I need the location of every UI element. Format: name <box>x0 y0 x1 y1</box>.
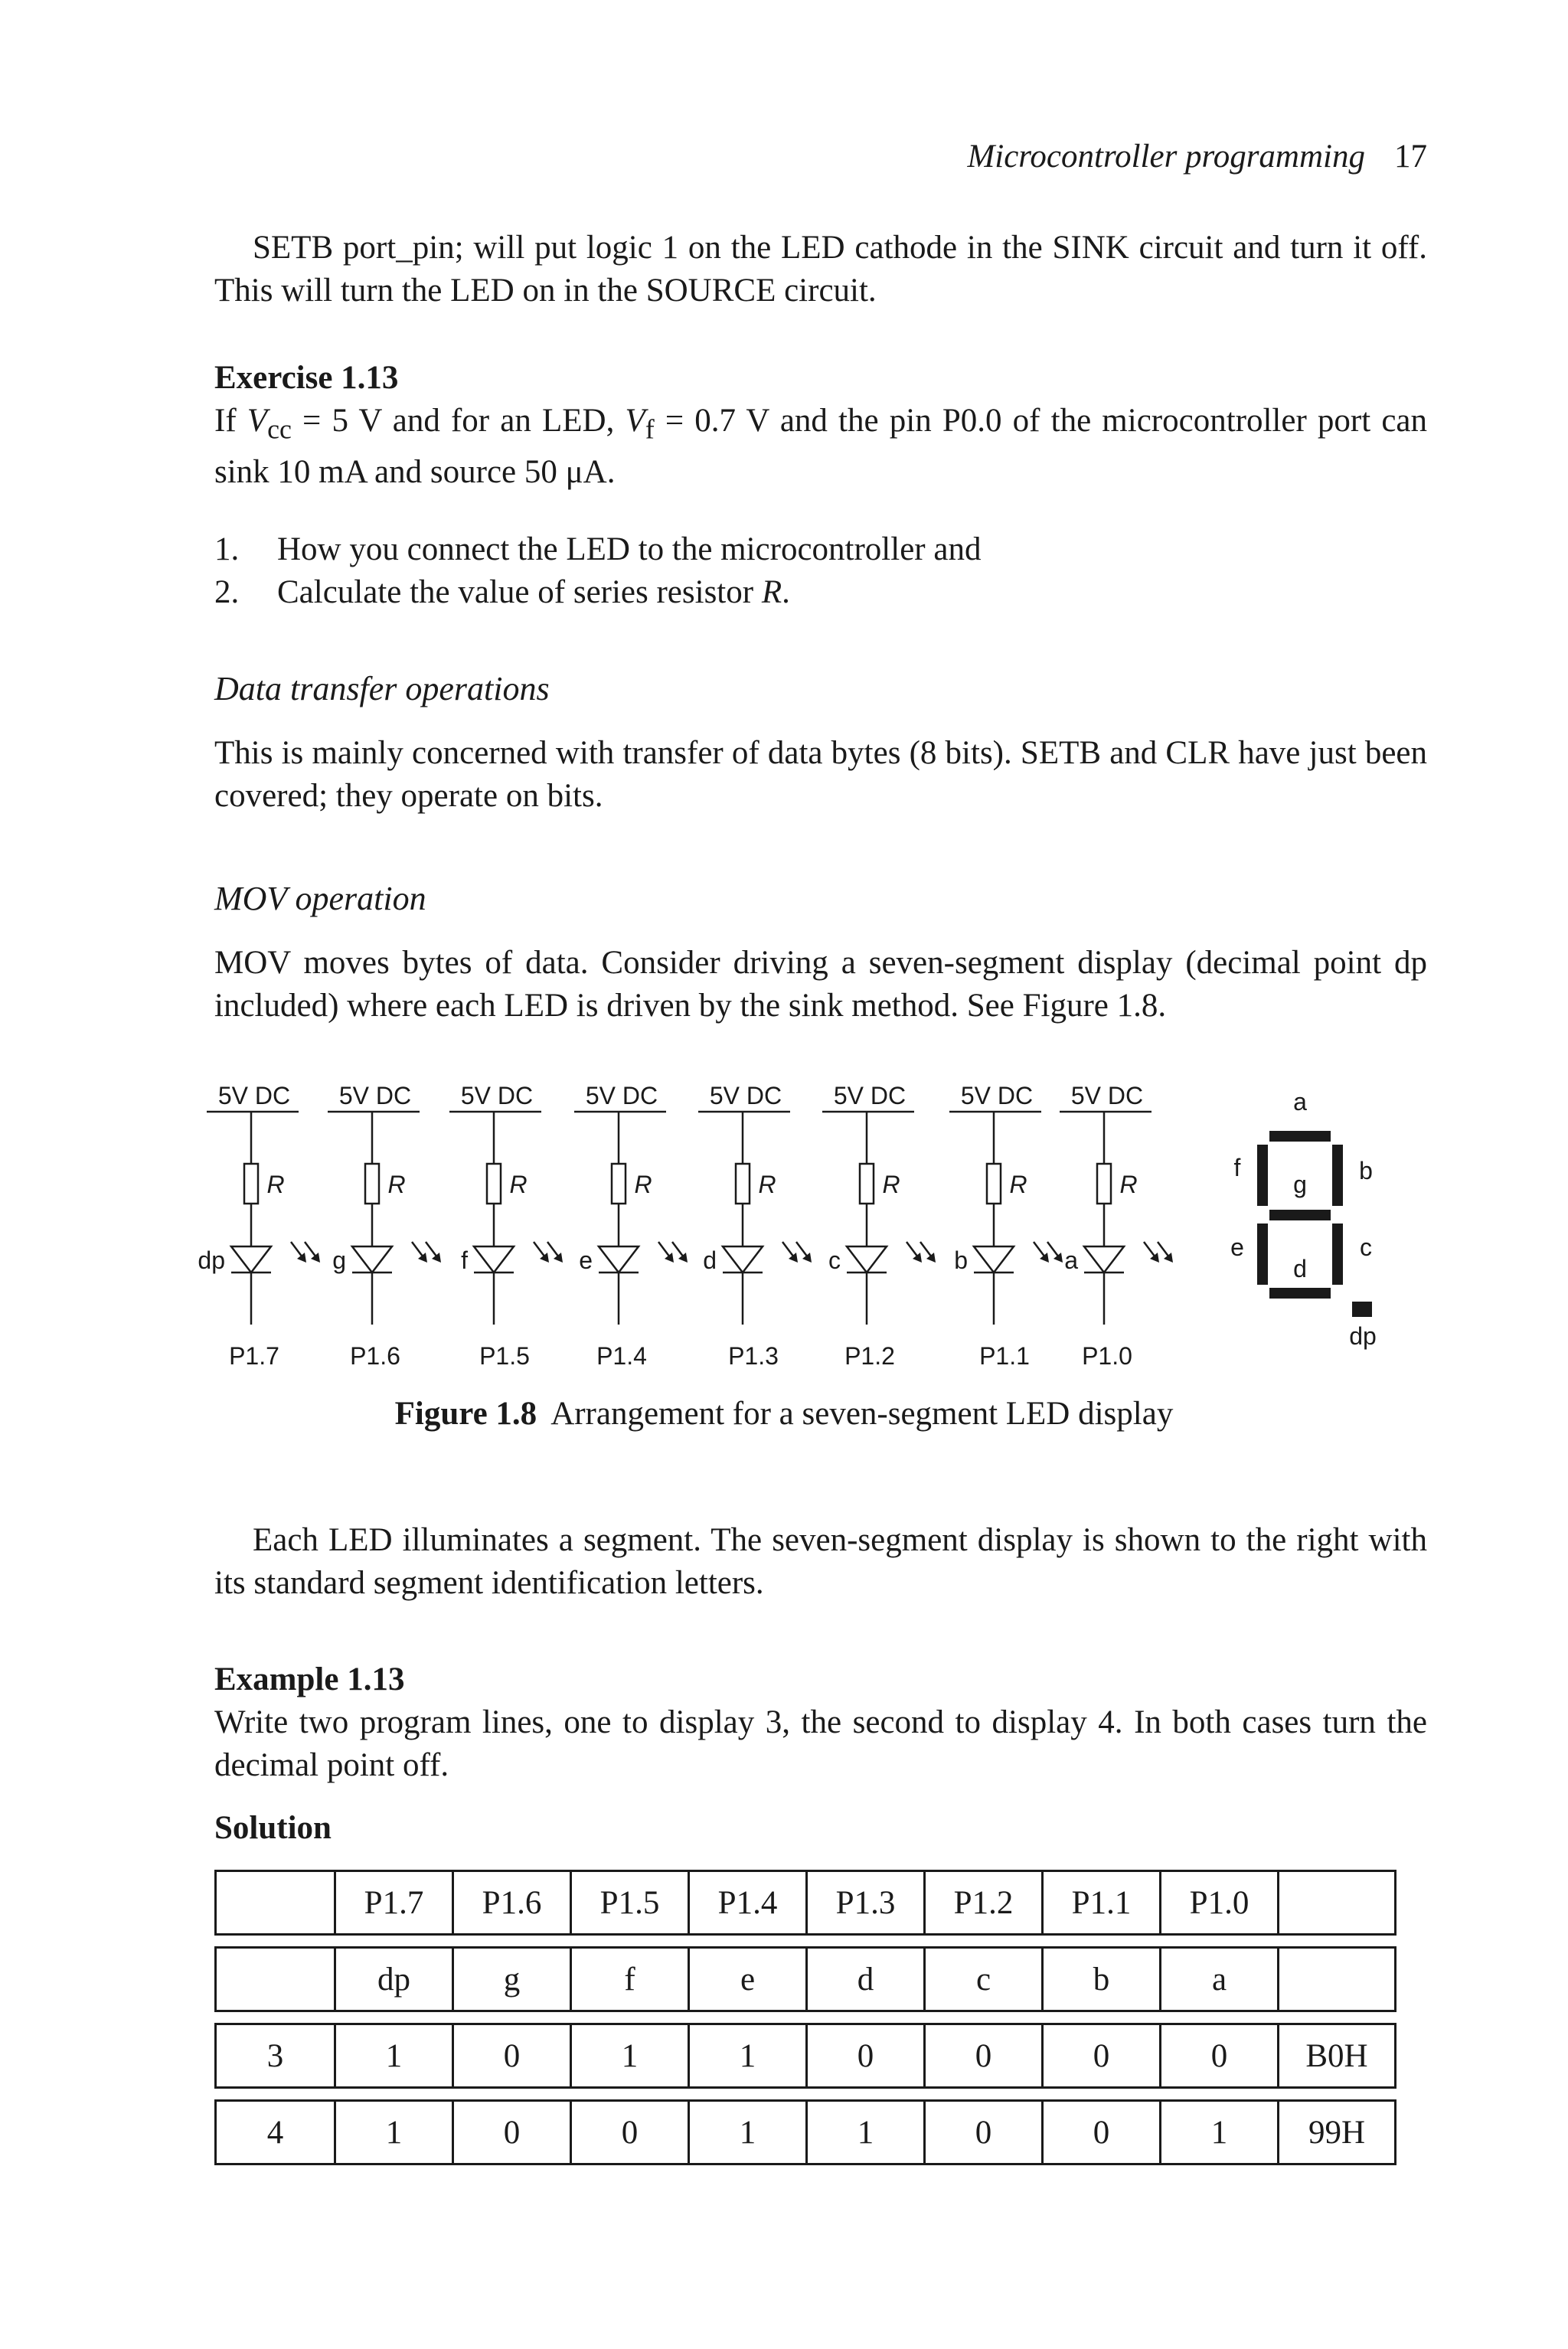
table-cell: 0 <box>1044 2023 1161 2089</box>
resistor-label: R <box>882 1171 900 1198</box>
seven-segment-display <box>1230 1088 1377 1350</box>
light-arrowhead <box>665 1253 674 1263</box>
table-cell: P1.1 <box>1044 1870 1161 1936</box>
table-row <box>214 2023 1396 2089</box>
supply-label: 5V DC <box>960 1082 1034 1109</box>
segment-f <box>1257 1145 1268 1206</box>
paragraph-mov: MOV moves bytes of data. Consider driving a seven-segment display (decimal point dp included) where each LED is driven by the sink method. See Figure 1.8. <box>214 945 1427 1024</box>
led-diode <box>974 1246 1014 1273</box>
table-cell: P1.2 <box>926 1870 1044 1936</box>
led-diode <box>723 1246 763 1273</box>
supply-label: 5V DC <box>585 1082 658 1109</box>
exercise-title: Exercise 1.13 <box>214 360 399 396</box>
example-title: Example 1.13 <box>214 1661 405 1697</box>
display-label-dp: dp <box>1349 1322 1377 1350</box>
list-item: 1. How you connect the LED to the microcontroller and <box>214 531 982 567</box>
light-arrowhead <box>1164 1253 1173 1263</box>
solution-title: Solution <box>214 1810 332 1846</box>
example-text: Write two program lines, one to display 3, the second to display 4. In both cases turn the decimal point off. <box>214 1704 1427 1783</box>
seven-segment-figure <box>198 1072 1432 1378</box>
table-cell: P1.7 <box>336 1870 454 1936</box>
table-cell: 0 <box>926 2023 1044 2089</box>
display-label-c: c <box>1360 1233 1372 1261</box>
table-cell: b <box>1044 1946 1161 2012</box>
led-diode <box>231 1246 271 1273</box>
table-cell: e <box>690 1946 808 2012</box>
pin-label: P1.1 <box>979 1342 1030 1370</box>
running-head <box>967 138 1427 175</box>
paragraph-data-transfer: This is mainly concerned with transfer of data bytes (8 bits). SETB and CLR have just been covered; they operate on bits. <box>214 735 1427 814</box>
table-cell: 4 <box>214 2099 336 2165</box>
pin-label: P1.0 <box>1082 1342 1132 1370</box>
list-item: 2. Calculate the value of series resistor R. <box>214 574 790 610</box>
display-label-g: g <box>1293 1171 1307 1198</box>
section-heading-data-transfer: Data transfer operations <box>214 670 550 707</box>
resistor <box>860 1164 874 1204</box>
display-label-d: d <box>1293 1255 1307 1282</box>
led-diode <box>599 1246 639 1273</box>
table-cell <box>1279 1946 1396 2012</box>
table-cell: 1 <box>336 2023 454 2089</box>
segment-label: f <box>461 1246 468 1274</box>
pin-label: P1.4 <box>596 1342 647 1370</box>
supply-label: 5V DC <box>460 1082 534 1109</box>
solution-table <box>214 1859 1396 2176</box>
display-label-f: f <box>1233 1154 1241 1181</box>
table-cell: 1 <box>336 2099 454 2165</box>
table-row <box>214 2099 1396 2165</box>
pin-label: P1.2 <box>844 1342 895 1370</box>
table-cell <box>214 1946 336 2012</box>
light-arrowhead <box>418 1253 427 1263</box>
light-arrowhead <box>678 1253 688 1263</box>
light-arrowhead <box>802 1253 812 1263</box>
table-cell <box>214 1870 336 1936</box>
display-label-b: b <box>1359 1157 1373 1184</box>
table-cell: f <box>572 1946 690 2012</box>
supply-label: 5V DC <box>833 1082 906 1109</box>
light-arrowhead <box>297 1253 306 1263</box>
segment-d <box>1269 1288 1331 1299</box>
light-arrowhead <box>432 1253 441 1263</box>
pin-label: P1.5 <box>479 1342 530 1370</box>
segment-a <box>1269 1131 1331 1142</box>
resistor <box>487 1164 501 1204</box>
resistor <box>987 1164 1001 1204</box>
light-arrowhead <box>789 1253 798 1263</box>
segment-g <box>1269 1210 1331 1220</box>
paragraph-setb: SETB port_pin; will put logic 1 on the LED cathode in the SINK circuit and turn it off. This will turn the LED on in the SOURCE circuit. <box>214 230 1427 309</box>
table-cell: 1 <box>1161 2099 1279 2165</box>
led-diode <box>474 1246 514 1273</box>
table-cell: c <box>926 1946 1044 2012</box>
paragraph-each-led: Each LED illuminates a segment. The seven-segment display is shown to the right with its standard segment identification letters. <box>214 1522 1427 1601</box>
light-arrowhead <box>311 1253 320 1263</box>
figure-caption-label: Figure 1.8 <box>394 1396 537 1432</box>
table-cell: 1 <box>690 2023 808 2089</box>
segment-label: g <box>332 1246 346 1274</box>
table-cell: P1.4 <box>690 1870 808 1936</box>
table-cell: 0 <box>808 2023 926 2089</box>
table-cell: P1.5 <box>572 1870 690 1936</box>
resistor-label: R <box>1119 1171 1138 1198</box>
light-arrowhead <box>1040 1253 1049 1263</box>
resistor-label: R <box>509 1171 528 1198</box>
section-heading-mov: MOV operation <box>214 880 426 917</box>
figure-caption <box>0 1395 1568 1433</box>
table-cell: P1.0 <box>1161 1870 1279 1936</box>
segment-label: dp <box>198 1246 225 1274</box>
light-arrowhead <box>540 1253 549 1263</box>
supply-label: 5V DC <box>1070 1082 1144 1109</box>
resistor-label: R <box>758 1171 776 1198</box>
resistor <box>365 1164 379 1204</box>
light-arrowhead <box>1054 1253 1063 1263</box>
supply-label: 5V DC <box>217 1082 291 1109</box>
pin-label: P1.7 <box>229 1342 279 1370</box>
resistor <box>612 1164 626 1204</box>
segment-dp <box>1352 1302 1372 1317</box>
table-cell: 1 <box>690 2099 808 2165</box>
figure-caption-text: Arrangement for a seven-segment LED display <box>550 1396 1174 1432</box>
table-cell: 0 <box>926 2099 1044 2165</box>
table-cell: d <box>808 1946 926 2012</box>
light-arrowhead <box>913 1253 922 1263</box>
pin-label: P1.6 <box>350 1342 400 1370</box>
segment-label: e <box>579 1246 593 1274</box>
led-diode <box>352 1246 392 1273</box>
resistor <box>736 1164 750 1204</box>
supply-label: 5V DC <box>338 1082 412 1109</box>
led-circuits <box>198 1082 1173 1370</box>
display-label-e: e <box>1230 1233 1244 1261</box>
led-diode <box>1084 1246 1124 1273</box>
resistor-label: R <box>1009 1171 1027 1198</box>
table-cell <box>1279 1870 1396 1936</box>
running-head-title: Microcontroller programming <box>967 139 1365 175</box>
segment-label: b <box>954 1246 968 1274</box>
exercise-text: If $V_{cc} = 5$ V and for an LED, $V_f = 0.7$ V and the pin P0.0 of the microcontroller port can sink 10 mA and source 50 μA. <box>214 403 1427 490</box>
table-cell: 0 <box>572 2099 690 2165</box>
table-cell: 0 <box>1161 2023 1279 2089</box>
table-cell: dp <box>336 1946 454 2012</box>
table-cell: 99H <box>1279 2099 1396 2165</box>
resistor <box>1097 1164 1111 1204</box>
light-arrowhead <box>554 1253 563 1263</box>
led-diode <box>847 1246 887 1273</box>
segment-e <box>1257 1224 1268 1285</box>
page-number: 17 <box>1394 139 1427 175</box>
display-label-a: a <box>1293 1088 1307 1116</box>
table-cell: P1.3 <box>808 1870 926 1936</box>
table-cell: 1 <box>572 2023 690 2089</box>
light-arrowhead <box>926 1253 936 1263</box>
table-row <box>214 1946 1396 2012</box>
table-cell: a <box>1161 1946 1279 2012</box>
segment-label: a <box>1064 1246 1078 1274</box>
resistor <box>244 1164 258 1204</box>
segment-label: c <box>828 1246 841 1274</box>
table-cell: 3 <box>214 2023 336 2089</box>
pin-label: P1.3 <box>728 1342 779 1370</box>
supply-label: 5V DC <box>709 1082 782 1109</box>
resistor-label: R <box>634 1171 652 1198</box>
table-cell: 0 <box>454 2099 572 2165</box>
table-cell: P1.6 <box>454 1870 572 1936</box>
resistor-label: R <box>266 1171 285 1198</box>
light-arrowhead <box>1150 1253 1159 1263</box>
table-cell: 0 <box>1044 2099 1161 2165</box>
segment-b <box>1332 1145 1343 1206</box>
table-cell: 1 <box>808 2099 926 2165</box>
table-row <box>214 1870 1396 1936</box>
table-cell: B0H <box>1279 2023 1396 2089</box>
resistor-label: R <box>387 1171 406 1198</box>
segment-label: d <box>703 1246 717 1274</box>
table-cell: g <box>454 1946 572 2012</box>
table-cell: 0 <box>454 2023 572 2089</box>
segment-c <box>1332 1224 1343 1285</box>
